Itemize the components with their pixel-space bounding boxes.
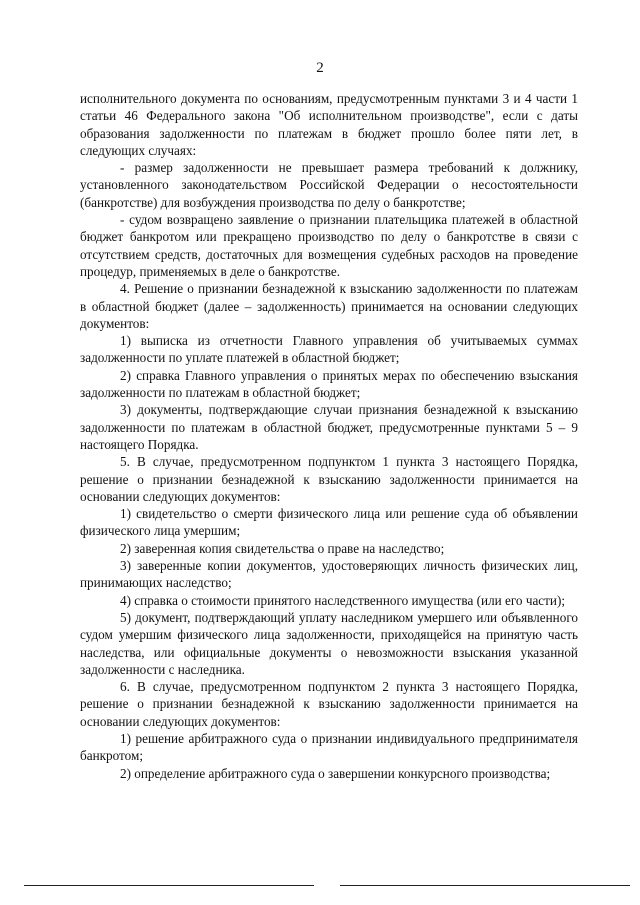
paragraph: - размер задолженности не превышает размера требований к должнику, установленного законодательством Российской Федерации о несостоятельности (банкротстве) для возбуждения производства по делу о банкротстве; — [80, 160, 578, 210]
paragraph: 4. Решение о признании безнадежной к взысканию задолженности по платежам в областной бюджет (далее – задолженность) принимается на основании следующих документов: — [80, 281, 578, 331]
paragraph: 1) решение арбитражного суда о признании индивидуального предпринимателя банкротом; — [80, 730, 578, 764]
page-number: 2 — [316, 60, 324, 76]
paragraph: 4) справка о стоимости принятого наследственного имущества (или его части); — [120, 592, 566, 608]
paragraph: 3) документы, подтверждающие случаи признания безнадежной к взысканию задолженности по платежам в областной бюджет, предусмотренные пунктами 5 – 9 настоящего Порядка. — [80, 402, 578, 452]
paragraph: 3) заверенные копии документов, удостоверяющих личность физических лиц, принимающих наследство; — [80, 558, 578, 591]
paragraph: 2) заверенная копия свидетельства о праве на наследство; — [120, 540, 445, 556]
paragraph: 2) справка Главного управления о принятых мерах по обеспечению взыскания задолженности по платежам в областной бюджет; — [80, 367, 578, 401]
footer-rule-left — [24, 885, 314, 886]
document-body — [80, 90, 578, 782]
paragraph: 5) документ, подтверждающий уплату наследником умершего или объявленного судом умершим физического лица задолженности, приходящейся на принятую часть наследства, или официальные документы о невозможности взыскания указанной задолженности с наследника. — [80, 609, 578, 677]
footer-rule-right — [340, 885, 630, 886]
paragraph: 1) выписка из отчетности Главного управления об учитываемых суммах задолженности по уплате платежей в областной бюджет; — [80, 333, 578, 366]
paragraph: 2) определение арбитражного суда о завершении конкурсного производства; — [120, 765, 551, 781]
paragraph: 5. В случае, предусмотренном подпунктом 1 пункта 3 настоящего Порядка, решение о признании безнадежной к взысканию задолженности принимается на основании следующих документов: — [80, 454, 578, 504]
paragraph: исполнительного документа по основаниям, предусмотренным пунктами 3 и 4 части 1 статьи 46 Федерального закона "Об исполнительном производстве", если с даты образования задолженности по платежам в бюджет прошло более пяти лет, в следующих случаях: — [80, 91, 578, 158]
paragraph: 1) свидетельство о смерти физического лица или решение суда об объявлении физического лица умершим; — [80, 506, 578, 539]
paragraph: - судом возвращено заявление о признании плательщика платежей в областной бюджет банкротом или прекращено производство по делу о банкротстве в связи с отсутствием средств, достаточных для возмещения судебных расходов на проведение процедур, применяемых в деле о банкротстве. — [80, 212, 578, 279]
paragraph: 6. В случае, предусмотренном подпунктом 2 пункта 3 настоящего Порядка, решение о признании безнадежной к взысканию задолженности принимается на основании следующих документов: — [80, 679, 578, 729]
